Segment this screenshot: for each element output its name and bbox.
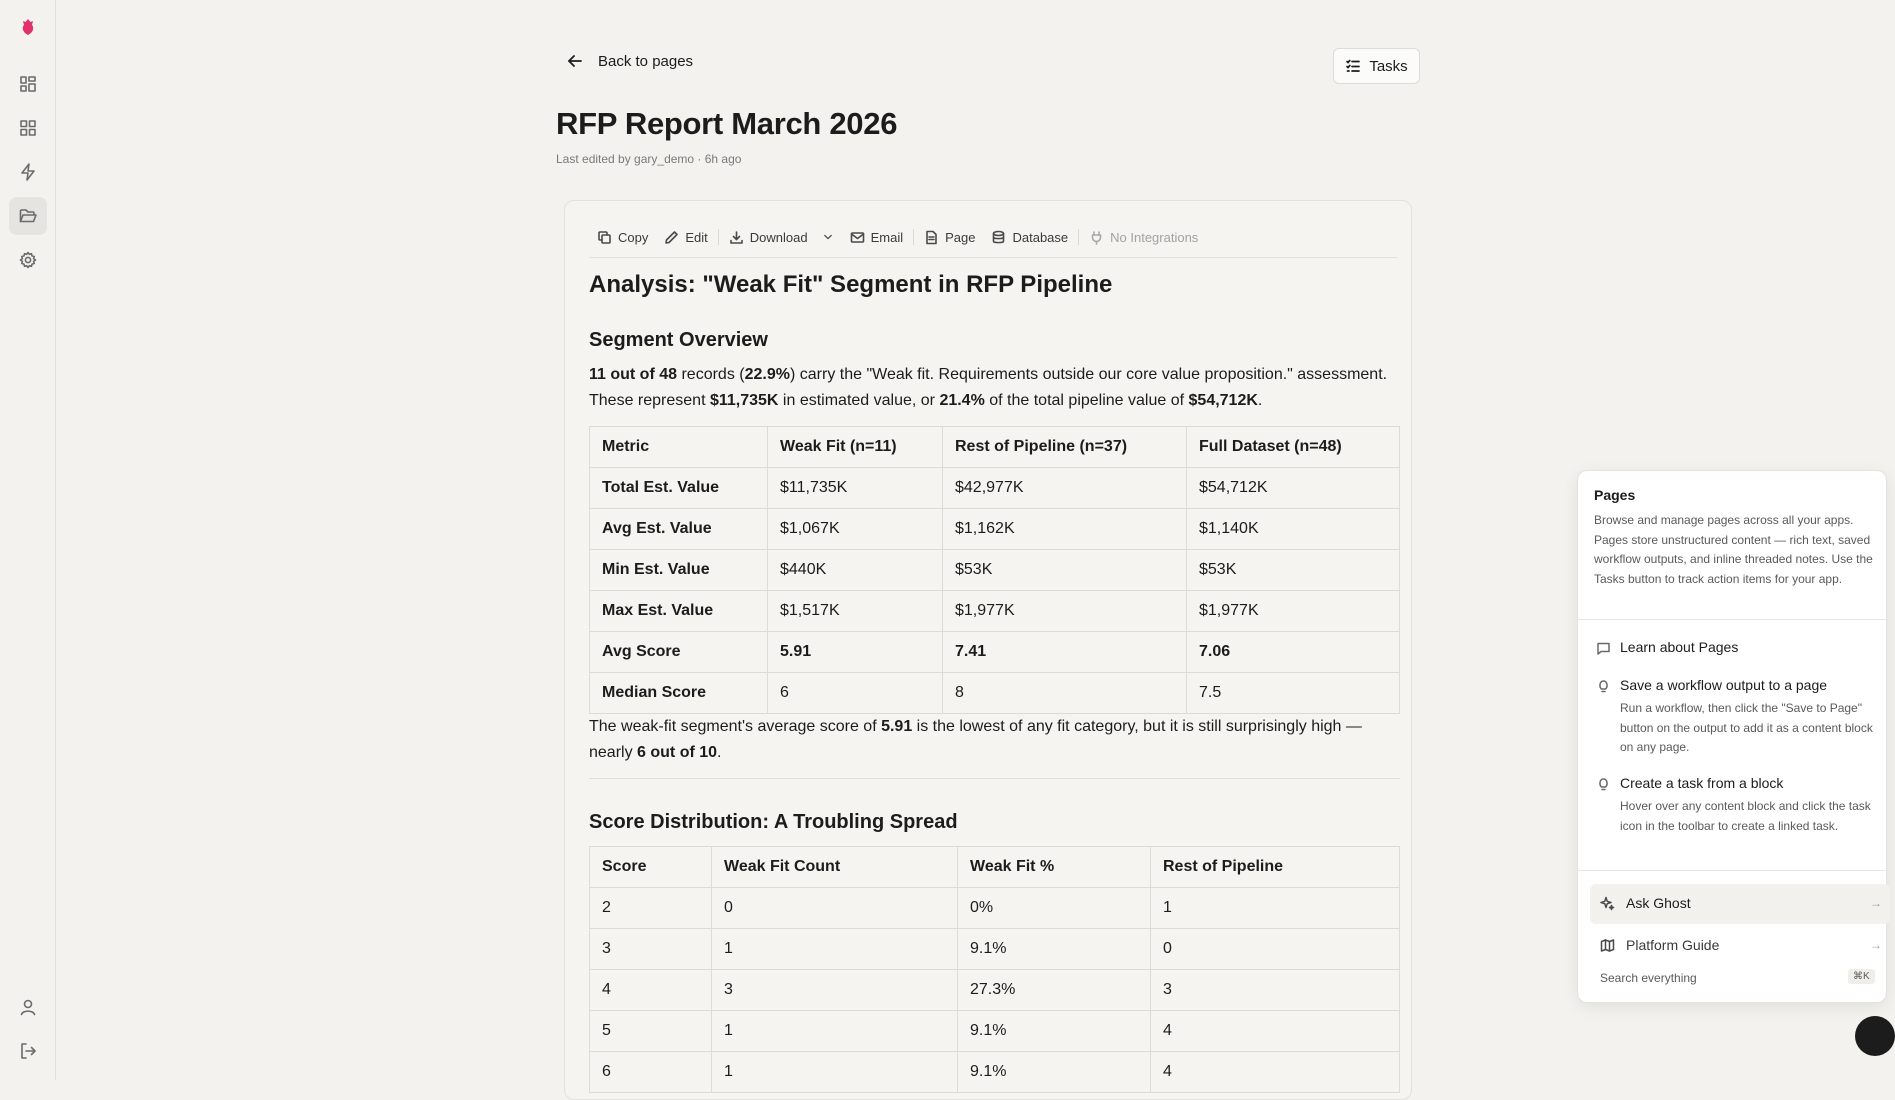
back-to-pages-link[interactable] — [566, 52, 693, 70]
table-cell: 0 — [712, 888, 958, 929]
dashboard-icon[interactable] — [9, 65, 47, 103]
table-cell: Median Score — [590, 673, 768, 714]
column-header: Rest of Pipeline (n=37) — [943, 427, 1187, 468]
table-row — [590, 1011, 1400, 1052]
overview-text: in estimated value, or — [778, 392, 940, 409]
apps-grid-icon[interactable] — [9, 109, 47, 147]
distribution-table — [589, 846, 1400, 1093]
task-list-icon — [1345, 58, 1361, 74]
table-cell: 4 — [1151, 1011, 1400, 1052]
table-cell: $42,977K — [943, 468, 1187, 509]
overview-total: $54,712K — [1188, 392, 1258, 409]
panel-title: Pages — [1594, 487, 1636, 503]
email-button[interactable] — [842, 225, 912, 249]
folder-icon[interactable] — [9, 197, 47, 235]
table-cell: 1 — [712, 1052, 958, 1093]
copy-icon — [597, 230, 612, 245]
table-row — [590, 929, 1400, 970]
table-cell: 9.1% — [958, 1052, 1151, 1093]
help-fab-button[interactable] — [1855, 1016, 1895, 1056]
table-cell: 3 — [712, 970, 958, 1011]
logo-icon[interactable] — [9, 8, 47, 46]
logout-icon[interactable] — [9, 1032, 47, 1070]
page-icon — [924, 230, 939, 245]
score-distribution-heading: Score Distribution: A Troubling Spread — [589, 811, 958, 833]
table-cell: 0 — [1151, 929, 1400, 970]
overview-pct: 22.9% — [744, 366, 790, 383]
score-text: is the lowest of any fit category, but it is still surprisingly high — nearly — [589, 718, 1362, 761]
score-value: 5.91 — [881, 718, 913, 735]
platform-guide-button[interactable] — [1590, 926, 1890, 966]
user-icon[interactable] — [9, 988, 47, 1026]
table-cell: $11,735K — [768, 468, 943, 509]
section-divider — [589, 778, 1400, 779]
score-text: The weak-fit segment's average score of — [589, 718, 882, 735]
integrations-label: No Integrations — [1110, 229, 1199, 245]
back-label: Back to pages — [598, 52, 694, 70]
table-cell: $54,712K — [1187, 468, 1400, 509]
score-ratio: 6 out of 10 — [637, 744, 718, 761]
table-header-row — [590, 427, 1400, 468]
table-cell: Min Est. Value — [590, 550, 768, 591]
table-cell: 3 — [590, 929, 712, 970]
table-cell: 5 — [590, 1011, 712, 1052]
column-header: Weak Fit Count — [712, 847, 958, 888]
table-cell: $53K — [1187, 550, 1400, 591]
gear-icon[interactable] — [9, 241, 47, 279]
integrations-button — [1081, 225, 1206, 249]
email-label: Email — [870, 229, 904, 245]
search-everything-link[interactable]: Search everything — [1600, 971, 1697, 985]
table-cell: 3 — [1151, 970, 1400, 1011]
overview-text: of the total pipeline value of — [984, 392, 1189, 409]
page-title: RFP Report March 2026 — [556, 106, 898, 141]
column-header: Full Dataset (n=48) — [1187, 427, 1400, 468]
segment-overview-heading: Segment Overview — [589, 329, 768, 351]
table-cell: $53K — [943, 550, 1187, 591]
table-cell: Avg Score — [590, 632, 768, 673]
table-cell: 1 — [712, 929, 958, 970]
table-cell: $1,517K — [768, 591, 943, 632]
arrow-left-icon — [566, 52, 584, 70]
toolbar-divider — [718, 229, 719, 245]
shortcut-badge: ⌘K — [1848, 969, 1875, 984]
panel-divider — [1578, 870, 1888, 871]
table-cell: 9.1% — [958, 1011, 1151, 1052]
table-row — [590, 888, 1400, 929]
panel-description: Browse and manage pages across all your apps. Pages store unstructured content — rich text, saved workflow outputs, and inline threaded notes. Use the Tasks button to track action items for your app. — [1594, 513, 1873, 586]
copy-button[interactable] — [589, 225, 656, 249]
edit-button[interactable] — [656, 225, 715, 249]
page-meta: Last edited by gary_demo · 6h ago — [556, 152, 742, 166]
pencil-icon — [664, 230, 679, 245]
table-cell: 0% — [958, 888, 1151, 929]
table-cell: 2 — [590, 888, 712, 929]
tasks-label: Tasks — [1369, 57, 1408, 75]
edit-label: Edit — [685, 229, 708, 245]
guide-label: Platform Guide — [1626, 937, 1720, 953]
page-label: Page — [945, 229, 976, 245]
overview-share: 21.4% — [939, 392, 985, 409]
table-cell: $1,977K — [943, 591, 1187, 632]
ask-ghost-button[interactable] — [1590, 884, 1890, 924]
overview-value: $11,735K — [709, 392, 779, 409]
table-cell: 1 — [712, 1011, 958, 1052]
content-block — [564, 200, 1412, 1100]
download-label: Download — [749, 229, 808, 245]
sparkle-icon — [1600, 896, 1615, 916]
table-row — [590, 509, 1400, 550]
lightbulb-icon — [1596, 777, 1611, 797]
block-toolbar — [589, 225, 1397, 258]
panel-divider — [1578, 619, 1888, 620]
table-cell: $1,162K — [943, 509, 1187, 550]
table-row — [590, 591, 1400, 632]
table-cell: 7.06 — [1187, 632, 1400, 673]
map-icon — [1600, 938, 1615, 958]
table-cell: 5.91 — [768, 632, 943, 673]
learn-label: Learn about Pages — [1620, 639, 1739, 655]
column-header: Score — [590, 847, 712, 888]
arrow-right-icon: → — [1870, 938, 1882, 952]
page-button[interactable] — [916, 225, 983, 249]
document-body — [589, 271, 1400, 1093]
table-header-row — [590, 847, 1400, 888]
table-cell: Avg Est. Value — [590, 509, 768, 550]
toolbar-divider — [1078, 229, 1079, 245]
download-button[interactable] — [721, 225, 842, 249]
table-cell: $1,140K — [1187, 509, 1400, 550]
table-cell: 27.3% — [958, 970, 1151, 1011]
table-cell: $1,977K — [1187, 591, 1400, 632]
arrow-right-icon: → — [1870, 896, 1882, 910]
tip-body: Run a workflow, then click the "Save to Page" button on the output to add it as a content block on any page. — [1620, 701, 1873, 754]
chevron-down-icon[interactable] — [822, 231, 834, 243]
lightning-icon[interactable] — [9, 153, 47, 191]
metrics-table — [589, 426, 1400, 714]
overview-paragraph — [589, 362, 1400, 414]
table-cell: 6 — [768, 673, 943, 714]
document-title: Analysis: "Weak Fit" Segment in RFP Pipeline — [589, 271, 1113, 298]
mail-icon — [850, 230, 865, 245]
table-cell: 6 — [590, 1052, 712, 1093]
database-label: Database — [1012, 229, 1069, 245]
table-cell: $1,067K — [768, 509, 943, 550]
download-icon — [729, 230, 744, 245]
table-cell: Max Est. Value — [590, 591, 768, 632]
column-header: Rest of Pipeline — [1151, 847, 1400, 888]
toolbar-divider — [913, 229, 914, 245]
database-icon — [991, 230, 1006, 245]
table-row — [590, 632, 1400, 673]
pages-help-panel — [1577, 470, 1887, 1003]
table-cell: $440K — [768, 550, 943, 591]
tip-title: Create a task from a block — [1620, 775, 1784, 791]
table-cell: 9.1% — [958, 929, 1151, 970]
table-cell: 4 — [1151, 1052, 1400, 1093]
plug-icon — [1089, 230, 1104, 245]
tasks-button[interactable] — [1333, 48, 1420, 84]
table-row — [590, 970, 1400, 1011]
copy-label: Copy — [618, 229, 649, 245]
score-paragraph — [589, 714, 1400, 766]
overview-text: . — [1257, 392, 1263, 409]
column-header: Weak Fit (n=11) — [768, 427, 943, 468]
chat-icon — [1596, 641, 1611, 661]
overview-text: records ( — [677, 366, 745, 383]
left-rail — [0, 0, 56, 1080]
lightbulb-icon — [1596, 679, 1611, 699]
table-cell: Total Est. Value — [590, 468, 768, 509]
table-row — [590, 468, 1400, 509]
tip-title: Save a workflow output to a page — [1620, 677, 1828, 693]
database-button[interactable] — [983, 225, 1076, 249]
table-cell: 7.41 — [943, 632, 1187, 673]
table-cell: 8 — [943, 673, 1187, 714]
ask-label: Ask Ghost — [1626, 895, 1691, 911]
tip-body: Hover over any content block and click the task icon in the toolbar to create a linked task. — [1620, 799, 1871, 833]
column-header: Weak Fit % — [958, 847, 1151, 888]
table-cell: 7.5 — [1187, 673, 1400, 714]
score-text: . — [717, 744, 722, 761]
overview-text: ) carry the "Weak fit. Requirements outside our core value proposition." assessment. These represent — [589, 366, 1388, 409]
overview-count: 11 out of 48 — [589, 366, 678, 383]
table-cell: 4 — [590, 970, 712, 1011]
table-cell: 1 — [1151, 888, 1400, 929]
column-header: Metric — [590, 427, 768, 468]
table-row — [590, 550, 1400, 591]
table-row — [590, 673, 1400, 714]
table-row — [590, 1052, 1400, 1093]
